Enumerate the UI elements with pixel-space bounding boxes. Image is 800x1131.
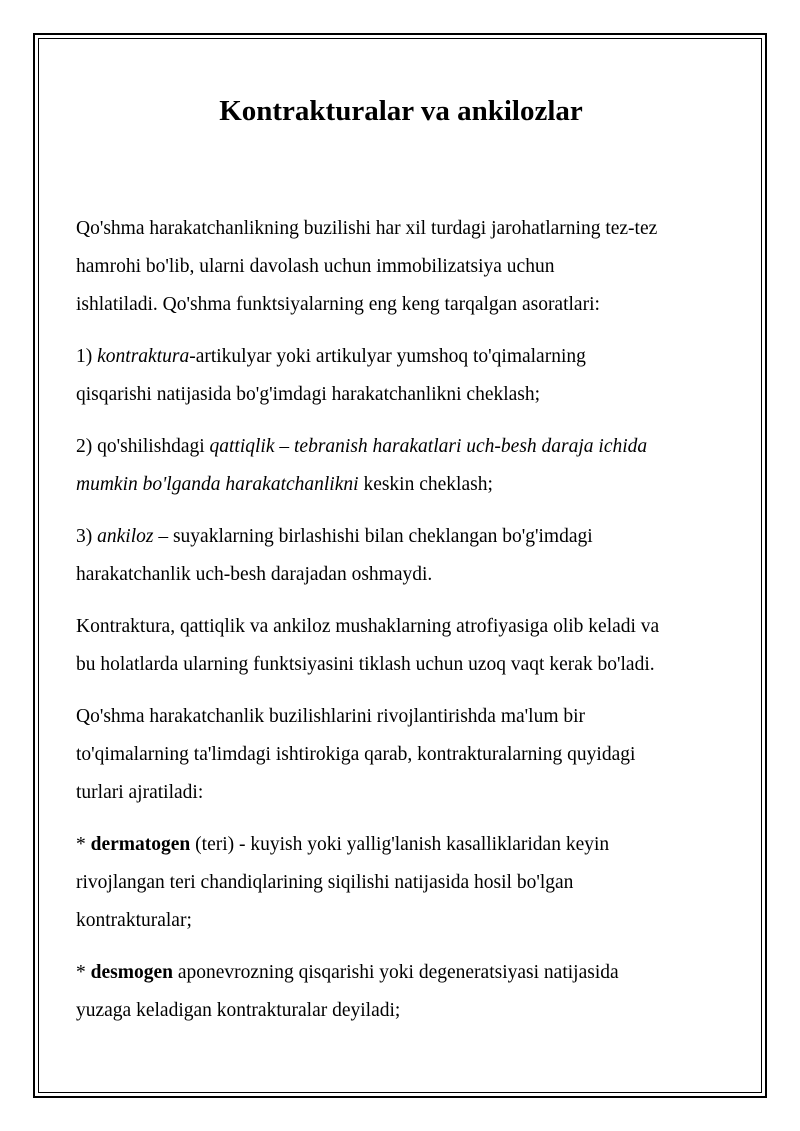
term-qattiqlik-cont: mumkin bo'lganda harakatchanlikni: [76, 474, 359, 495]
text-line: Qo'shma harakatchanlik buzilishlarini rivojlantirishda ma'lum bir: [76, 706, 586, 727]
bullet: *: [76, 834, 91, 855]
text-line: [76, 346, 586, 367]
text-line: yuzaga keladigan kontrakturalar deyiladi;: [76, 1000, 401, 1021]
paragraph-consequences: [76, 608, 726, 684]
term-dermatogen: dermatogen: [90, 834, 191, 855]
text-line: turlari ajratiladi:: [76, 782, 204, 803]
paragraph-item-3: [76, 518, 726, 594]
text-line: [76, 436, 647, 457]
paragraph-dermatogen: [76, 826, 726, 940]
text-line: harakatchanlik uch-besh darajadan oshmaydi.: [76, 564, 433, 585]
term-qattiqlik: qattiqlik – tebranish harakatlari uch-besh daraja ichida: [209, 436, 648, 457]
text-line: kontrakturalar;: [76, 910, 192, 931]
text-line: to'qimalarning ta'limdagi ishtirokiga qarab, kontrakturalarning quyidagi: [76, 744, 636, 765]
text-line: [76, 962, 619, 983]
text-line: [76, 474, 493, 495]
item-text: -artikulyar yoki artikulyar yumshoq to'qimalarning: [189, 346, 586, 367]
text-line: Qo'shma harakatchanlikning buzilishi har xil turdagi jarohatlarning tez-tez: [76, 218, 658, 239]
item-text: keskin cheklash;: [358, 474, 493, 495]
item-number: 3): [76, 526, 98, 547]
text-line: hamrohi bo'lib, ularni davolash uchun immobilizatsiya uchun: [76, 256, 555, 277]
text-line: rivojlangan teri chandiqlarining siqilishi natijasida hosil bo'lgan: [76, 872, 574, 893]
text-line: qisqarishi natijasida bo'g'imdagi harakatchanlikni cheklash;: [76, 384, 541, 405]
document-title: Kontrakturalar va ankilozlar: [219, 95, 583, 127]
text-line: bu holatlarda ularning funktsiyasini tiklash uchun uzoq vaqt kerak bo'ladi.: [76, 654, 655, 675]
text-line: Kontraktura, qattiqlik va ankiloz mushaklarning atrofiyasiga olib keladi va: [76, 616, 660, 637]
paragraph-intro: [76, 210, 726, 324]
term-ankiloz: ankiloz: [97, 526, 154, 547]
item-text: aponevrozning qisqarishi yoki degeneratsiyasi natijasida: [172, 962, 619, 983]
term-desmogen: desmogen: [90, 962, 173, 983]
paragraph-item-2: [76, 428, 726, 504]
item-text: (teri) - kuyish yoki yallig'lanish kasalliklaridan keyin: [190, 834, 610, 855]
bullet: *: [76, 962, 91, 983]
text-line: ishlatiladi. Qo'shma funktsiyalarning eng keng tarqalgan asoratlari:: [76, 294, 600, 315]
paragraph-desmogen: [76, 954, 726, 1030]
item-number: 1): [76, 346, 98, 367]
paragraph-types-intro: [76, 698, 726, 812]
item-number: 2) qo'shilishdagi: [76, 436, 210, 457]
item-text: – suyaklarning birlashishi bilan cheklangan bo'g'imdagi: [153, 526, 593, 547]
paragraph-item-1: [76, 338, 726, 414]
term-kontraktura: kontraktura: [97, 346, 190, 367]
text-line: [76, 834, 609, 855]
text-line: [76, 526, 593, 547]
document-body: [76, 88, 726, 1030]
